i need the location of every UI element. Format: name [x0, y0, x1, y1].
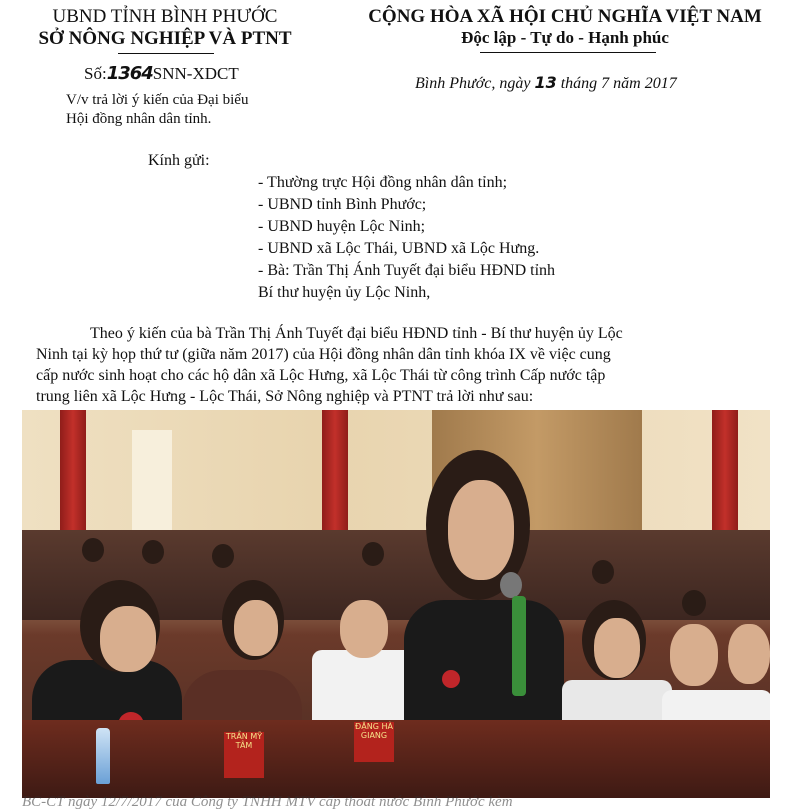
body-paragraph [36, 323, 772, 407]
header-left-rule [118, 53, 214, 54]
org-line-2: SỞ NÔNG NGHIỆP VÀ PTNT [38, 28, 292, 49]
photo-desk [22, 720, 770, 798]
date-line [415, 73, 677, 93]
document-number-prefix: Số: [84, 64, 107, 83]
date-prefix: Bình Phước, ngày [415, 75, 531, 92]
photo-person-face [594, 618, 640, 678]
photo-person-face [340, 600, 388, 658]
photo-person-face [100, 606, 156, 672]
org-line-1: UBND TỈNH BÌNH PHƯỚC [52, 6, 278, 27]
meeting-photo [22, 410, 770, 798]
document-number-handwritten: 1364 [106, 63, 153, 84]
header-right-rule [480, 52, 656, 53]
photo-speaker-face [448, 480, 514, 580]
nation-title: CỘNG HÒA XÃ HỘI CHỦ NGHĨA VIỆT NAM [368, 6, 762, 27]
photo-person [82, 538, 104, 562]
body-line: trung liên xã Lộc Hưng - Lộc Thái, Sở Nông nghiệp và PTNT trả lời như sau: [36, 388, 534, 405]
photo-person-face [670, 624, 718, 686]
photo-person [142, 540, 164, 564]
date-day-handwritten: 13 [534, 73, 557, 92]
date-suffix: tháng 7 năm 2017 [560, 75, 677, 92]
microphone-icon [500, 572, 522, 598]
body-line: cấp nước sinh hoạt cho các hộ dân xã Lộc Hưng, xã Lộc Thái từ công trình Cấp nước tập [36, 367, 606, 384]
photo-person [682, 590, 706, 616]
document-number-suffix: SNN-XDCT [152, 64, 239, 83]
salutation: Kính gửi: [148, 152, 210, 169]
photo-person-face [234, 600, 278, 656]
photo-dress-pattern [442, 670, 460, 688]
body-line: Ninh tại kỳ họp thứ tư (giữa năm 2017) của Hội đồng nhân dân tỉnh khóa IX về việc cung [36, 346, 611, 363]
photo-water-bottle [96, 728, 110, 784]
subject-line-2: Hội đồng nhân dân tỉnh. [66, 111, 212, 127]
microphone-handle [512, 596, 526, 696]
photo-person [212, 544, 234, 568]
photo-nameplate: TRẦN MỸ TÂM [224, 732, 264, 778]
photo-person [362, 542, 384, 566]
cut-off-body-line: BC-CT ngày 12/7/2017 của Công ty TNHH MTV cấp thoát nước Bình Phước kèm [22, 794, 513, 810]
recipient-item: - Thường trực Hội đồng nhân dân tỉnh; [258, 174, 508, 191]
body-line: Theo ý kiến của bà Trần Thị Ánh Tuyết đại biểu HĐND tỉnh - Bí thư huyện ủy Lộc [90, 325, 623, 342]
national-motto: Độc lập - Tự do - Hạnh phúc [461, 28, 669, 47]
subject-line-1: V/v trả lời ý kiến của Đại biểu [66, 92, 249, 108]
recipient-item: - Bà: Trần Thị Ánh Tuyết đại biểu HĐND tỉnh [258, 262, 556, 279]
recipient-item: - UBND tỉnh Bình Phước; [258, 196, 427, 213]
photo-nameplate: ĐẶNG HÀ GIANG [354, 722, 394, 762]
recipient-item: Bí thư huyện ủy Lộc Ninh, [258, 284, 431, 301]
document-number [84, 63, 239, 84]
photo-person-face [728, 624, 770, 684]
recipient-item: - UBND xã Lộc Thái, UBND xã Lộc Hưng. [258, 240, 540, 257]
recipient-item: - UBND huyện Lộc Ninh; [258, 218, 426, 235]
photo-person [592, 560, 614, 584]
